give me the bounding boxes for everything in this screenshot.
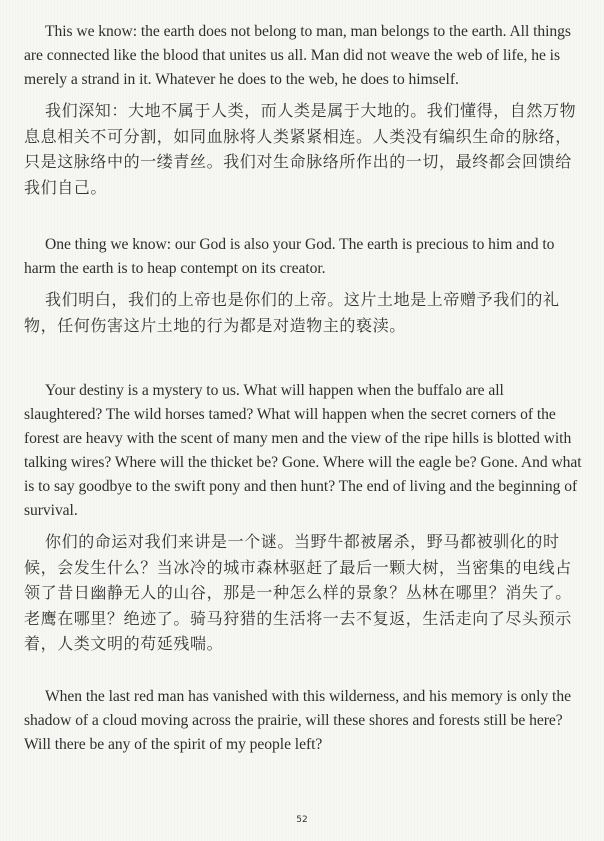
english-paragraph: One thing we know: our God is also your God. The earth is precious to him and to harm the earth is to heap contempt on its creator. — [24, 236, 555, 277]
chinese-paragraph: 我们深知：大地不属于人类，而人类是属于大地的。我们懂得，自然万物息息相关不可分割，如同血脉将人类紧紧相连。人类没有编织生命的脉络，只是这脉络中的一缕青丝。我们对生命脉络所作出的一切，最终都会回馈给我们自己。 — [24, 101, 577, 197]
english-paragraph: Your destiny is a mystery to us. What will happen when the buffalo are all slaughtered? The wild horses tamed? What will happen when the secret corners of the forest are heavy with the scent of many men and the view of the ripe hills is blotted with talking wires? Where will the thicket be? Gone. Where will the eagle be? Gone. And what is to say goodbye to the swift pony and then hunt? The end of living and the beginning of survival. — [24, 382, 582, 519]
english-paragraph: When the last red man has vanished with this wilderness, and his memory is only the shadow of a cloud moving across the prairie, will these shores and forests still be here? Will there be any of the spirit of my people left? — [24, 688, 571, 753]
chinese-paragraph: 你们的命运对我们来讲是一个谜。当野牛都被屠杀，野马都被驯化的时候，会发生什么？当冰冷的城市森林驱赶了最后一颗大树，当密集的电线占领了昔日幽静无人的山谷，那是一种怎么样的景象？丛林在哪里？消失了。老鹰在哪里？绝迹了。骑马狩猎的生活将一去不复返，生活走向了尽头预示着，人类文明的苟延残喘。 — [24, 532, 572, 653]
paragraph-block-2 — [24, 233, 582, 338]
chinese-paragraph: 我们明白，我们的上帝也是你们的上帝。这片土地是上帝赠予我们的礼物，任何伤害这片土地的行为都是对造物主的亵渎。 — [24, 290, 560, 335]
paragraph-block-3 — [24, 379, 582, 657]
paragraph-block-1 — [24, 20, 582, 200]
english-paragraph: This we know: the earth does not belong to man, man belongs to the earth. All things are connected like the blood that unites us all. Man did not weave the web of life, he is merely a strand in it. Whatever he does to the web, he does to himself. — [24, 23, 571, 88]
paragraph-block-4 — [24, 685, 582, 757]
page-number: 52 — [296, 815, 308, 825]
